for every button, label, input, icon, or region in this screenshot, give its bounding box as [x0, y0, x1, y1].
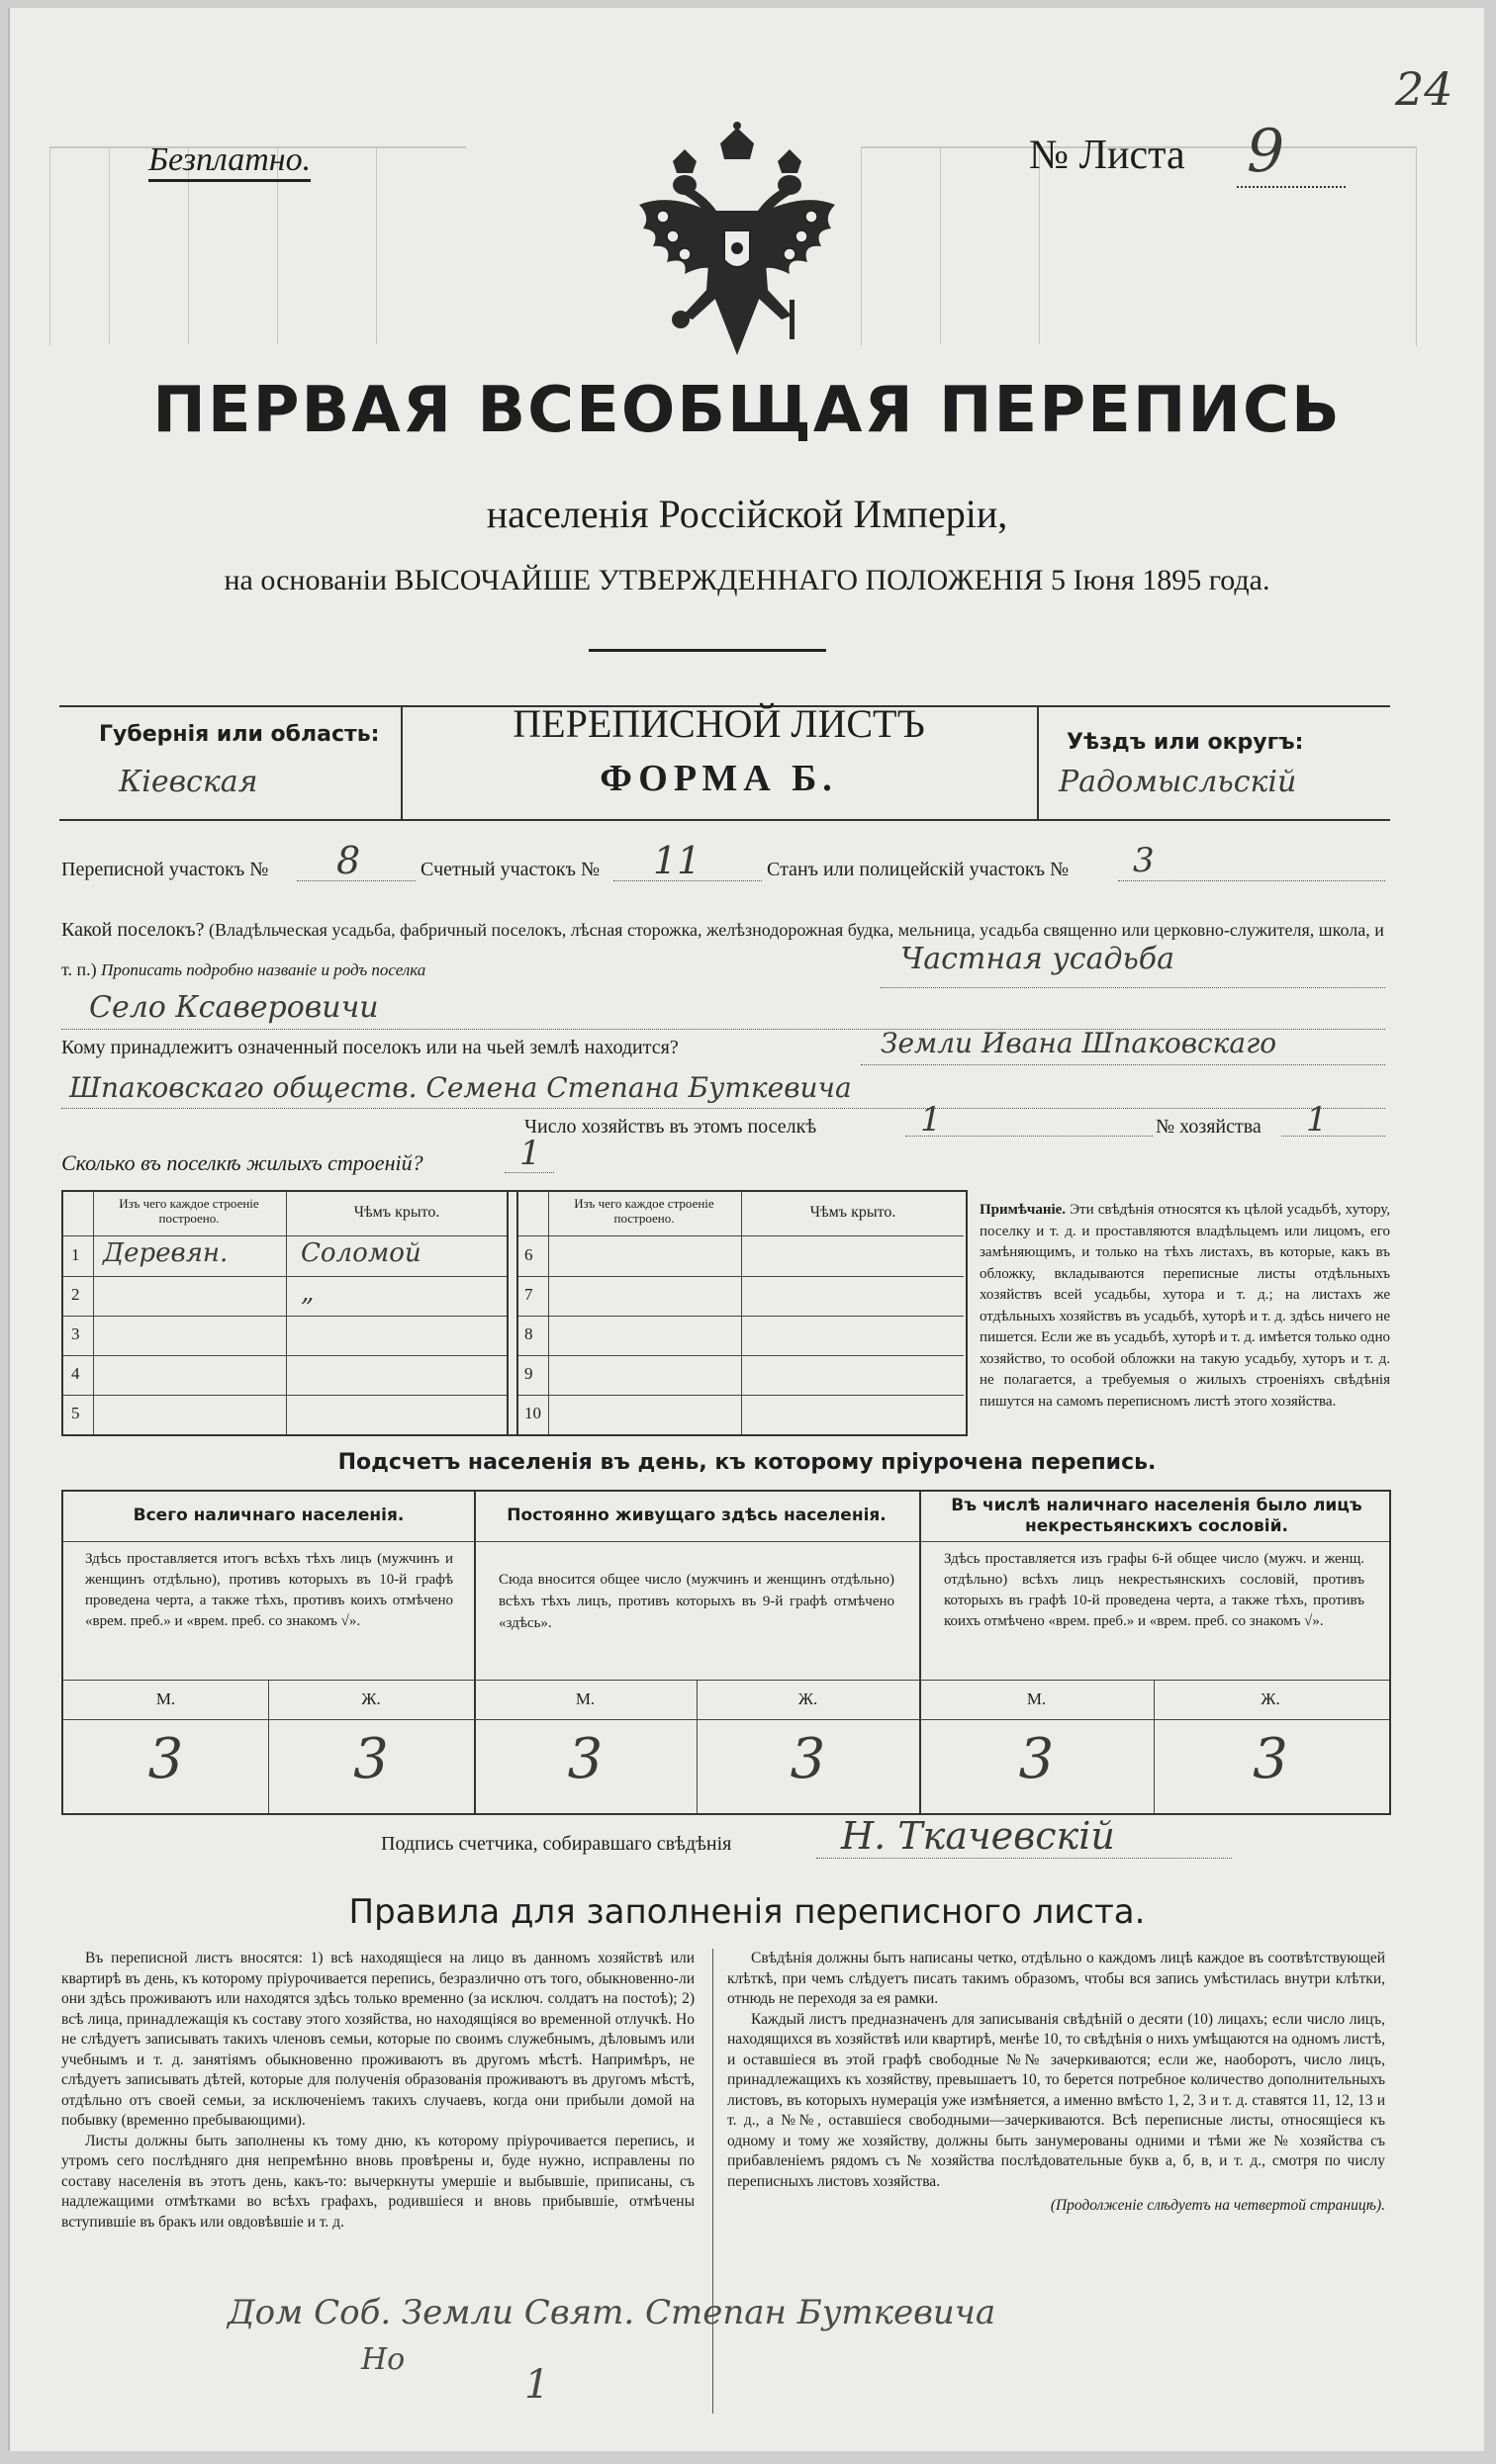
building-row-3: [63, 1316, 507, 1356]
note-block: [980, 1200, 1390, 1413]
note-text: Эти свѣдѣнія относятся къ цѣлой усадьбѣ, хутору, поселку и т. д. и проставляются владѣльцемъ или лицомъ, его замѣняющимъ, и только на тѣхъ листахъ, въ которые, какъ въ обложку, вкладываются переписные листы отдѣльныхъ хозяйствъ всей усадьбы, хутора и т. д.; на листахъ же отдѣльныхъ хозяйствъ въ усадьбѣ, хуторѣ и т. д. здѣсь ничего не пишется. Если же въ усадьбѣ, хуторѣ и т. д. имѣется только одно хозяйство, то особой обложки на такую усадьбу, хуторъ и т. д. не полагается, а требуемыя о жилыхъ строеніяхъ свѣдѣнія пишутся на самомъ переписномъ листѣ этого хозяйства.: [980, 1202, 1390, 1410]
tally-table: [61, 1490, 1391, 1815]
building-row-number: 8: [524, 1324, 533, 1343]
tally-col1-female-header: Ж.: [361, 1689, 381, 1708]
tally-col3-female-value: 3: [1253, 1727, 1288, 1791]
footer-handwriting-1: Дом Соб. Земли Свят. Степан Буткевича: [228, 2293, 996, 2332]
uezd-label: Уѣздъ или округъ:: [1067, 730, 1304, 755]
buildings-table-left: [63, 1192, 507, 1434]
tally-col1-male-value: 3: [147, 1727, 184, 1791]
col-material-header-right: Изъ чего каждое строеніе построено.: [574, 1196, 714, 1226]
building-row-roof: Соломой: [301, 1238, 421, 1268]
building-row-1: [63, 1236, 507, 1277]
households-value: 1: [920, 1100, 942, 1140]
col-roof-header-left: Чѣмъ крыто.: [353, 1204, 440, 1221]
building-row-number: 3: [71, 1324, 80, 1343]
rules-column-divider: [712, 1949, 713, 2414]
tally-col2-text: Сюда вносится общее число (мужчинъ и женщинъ отдѣльно) всѣхъ тѣхъ лицъ, противъ которыхъ въ 9-й графѣ отмѣчено «здѣсь».: [499, 1572, 894, 1631]
settlement-hint2: Прописать подробно названіе и родъ поселка: [101, 960, 426, 979]
tally-title: Подсчетъ населенія въ день, къ которому пріурочена перепись.: [337, 1450, 1157, 1475]
form-band-bottom-line: [59, 819, 1390, 821]
settlement-line-1: [881, 987, 1385, 988]
stan-value: 3: [1133, 841, 1155, 880]
stan-line: [1118, 880, 1385, 881]
rules-left-paragraph-1: Въ переписной листъ вносятся: 1) всѣ находящіеся на лицо въ данномъ хозяйствѣ или квартирѣ въ день, къ которому пріурочивается перепись, безразлично отъ того, обыкновенно-ли они здѣсь проживаютъ или находятся здѣсь только временно (за исключ. солдатъ на постоѣ); 2) всѣ лица, принадлежащія къ составу этого хозяйства, но находящіяся во временной отлучкѣ. Но не слѣдуетъ записывать такихъ членовъ семьи, которые по своимъ служебнымъ, дѣловымъ или учебнымъ и т. д. занятіямъ обыкновенно проживаютъ въ другомъ мѣстѣ. Напримѣръ, не слѣдуетъ записывать дѣтей, которые для полученія образованія проживаютъ въ другомъ мѣстѣ, отдѣльно отъ своей семьи, за исключеніемъ такихъ случаевъ, когда они прибыли домой на побывку (временно пребывающими).: [61, 1950, 695, 2129]
building-row-material: Деревян.: [103, 1238, 229, 1268]
rules-left-paragraph-2: Листы должны быть заполнены къ тому дню, къ которому пріурочивается перепись, и утромъ сего послѣдняго дня непремѣнно вновь провѣрены и, буде нужно, исправлены по составу населенія въ этотъ день, какъ-то: вычеркнуты умершіе и выбывшіе, приписаны, съ надлежащими отмѣтками во всѣхъ графахъ, родившіеся и вновь прибывшіе, отмѣчены вступившіе въ бракъ или овдовѣвшіе и т. д.: [61, 2132, 695, 2231]
signature-line: [816, 1858, 1232, 1859]
building-row-10: [518, 1395, 964, 1434]
count-area-value: 11: [653, 839, 701, 882]
uezd-value: Радомысльскій: [1059, 765, 1297, 799]
buildings-table: [61, 1190, 968, 1436]
owner-label: Кому принадлежитъ означенный поселокъ или на чьей землѣ находится?: [61, 1037, 679, 1058]
building-row-7: [518, 1276, 964, 1317]
building-row-5: [63, 1395, 507, 1434]
title-divider: [589, 649, 826, 652]
stan-label: Станъ или полицейскій участокъ №: [767, 859, 1070, 880]
households-label: Число хозяйствъ въ этомъ поселкѣ: [524, 1116, 817, 1138]
count-area-label: Счетный участокъ №: [421, 859, 601, 880]
building-row-number: 1: [71, 1245, 80, 1264]
rules-left-column: [61, 1949, 695, 2233]
owner-value-1: Земли Ивана Шпаковскаго: [881, 1027, 1277, 1059]
tally-col2-male-header: М.: [575, 1689, 596, 1708]
tally-col1-female-value: 3: [353, 1727, 389, 1791]
building-row-6: [518, 1236, 964, 1277]
tally-col2-female-header: Ж.: [797, 1689, 818, 1708]
settlement-value-1: Частная усадьба: [900, 942, 1175, 976]
tally-col3-title: Въ числѣ наличнаго населенія было лицъ некрестьянскихъ сословій.: [951, 1496, 1362, 1536]
tally-col1-title: Всего наличнаго населенія.: [133, 1506, 405, 1525]
settlement-hint: (Владѣльческая усадьба, фабричный поселокъ, лѣсная сторожка, желѣзнодорожная будка, мельница, усадьба священно или церковно-служителя, школа, и т. п.): [61, 920, 1384, 979]
gubernia-label: Губернія или область:: [99, 722, 380, 747]
building-row-number: 9: [524, 1364, 533, 1383]
sheet-number-value: 9: [1247, 117, 1285, 186]
footer-handwriting-2: Но: [361, 2342, 406, 2377]
tally-col2-title: Постоянно живущаго здѣсь населенія.: [507, 1506, 887, 1525]
building-row-4: [63, 1355, 507, 1396]
rules-title: Правила для заполненія переписного листа.: [348, 1892, 1146, 1932]
settlement-value-2: Село Ксаверовичи: [89, 990, 379, 1025]
buildings-value: 1: [519, 1134, 541, 1173]
rules-continuation: (Продолженіе слѣдуетъ на четвертой страницѣ).: [1050, 2197, 1385, 2214]
household-no-line: [1281, 1136, 1385, 1137]
building-row-number: 5: [71, 1404, 80, 1422]
form-band-divider-right: [1037, 705, 1039, 819]
coat-of-arms-emblem: [633, 122, 841, 364]
building-row-roof: „: [301, 1278, 315, 1308]
note-label: Примѣчаніе.: [980, 1202, 1067, 1218]
settlement-block: [61, 910, 1397, 990]
building-row-number: 4: [71, 1364, 80, 1383]
census-title: ПЕРВАЯ ВСЕОБЩАЯ ПЕРЕПИСЬ: [152, 374, 1342, 447]
owner-line-1: [861, 1064, 1385, 1065]
col-roof-header-right: Чѣмъ крыто.: [809, 1204, 896, 1221]
rules-right-paragraph-2: Каждый листъ предназначенъ для записыванія свѣдѣній о десяти (10) лицахъ; если число лицъ, находящихся въ хозяйствѣ или квартирѣ, менѣе 10, то свѣдѣнія о нихъ умѣщаются на одномъ листѣ, и оставшіеся въ этой графѣ свободные №№ зачеркиваются; если же, наоборотъ, число лицъ, принадлежащихъ къ хозяйству, превышаетъ 10, то берется потребное количество дополнительныхъ листовъ, въ которыхъ нумерація уже измѣняется, а именно вмѣсто 1, 2, 3 и т. д. ставятся 11, 12, 13 и т. д., а №№, оставшіеся свободными—зачеркиваются. Всѣ переписные листы, относящіеся къ одному и тому же хозяйству, должны быть занумерованы одними и тѣми же № хозяйства съ прибавленіемъ рядомъ съ № хозяйства послѣдовательные букв а, б, в, и т. д., смотря по числу переписныхъ листовъ хозяйства.: [727, 2010, 1385, 2190]
buildings-label: Сколько въ поселкѣ жилыхъ строеній?: [61, 1150, 423, 1175]
settlement-label: Какой поселокъ?: [61, 919, 205, 941]
household-no-value: 1: [1306, 1100, 1328, 1140]
tally-col3-male-header: М.: [1026, 1689, 1047, 1708]
households-line: [905, 1136, 1153, 1137]
rules-right-paragraph-1: Свѣдѣнія должны быть написаны четко, отдѣльно о каждомъ лицѣ каждое въ соотвѣтствующей клѣткѣ, при чемъ слѣдуетъ писать такимъ образомъ, чтобы вся запись умѣстилась внутри клѣтки, отнюдь не переходя за ея рамки.: [727, 1950, 1385, 2007]
building-row-number: 6: [524, 1245, 533, 1264]
building-row-number: 10: [524, 1404, 541, 1422]
sheet-number-line: [1237, 186, 1346, 188]
building-row-number: 2: [71, 1285, 80, 1304]
building-row-number: 7: [524, 1285, 533, 1304]
census-basis: на основаніи ВЫСОЧАЙШЕ УТВЕРЖДЕННАГО ПОЛОЖЕНІЯ 5 Іюня 1895 года.: [224, 564, 1270, 596]
tally-col3-female-header: Ж.: [1261, 1689, 1280, 1708]
col-material-header-left: Изъ чего каждое строеніе построено.: [119, 1196, 259, 1226]
building-row-2: [63, 1276, 507, 1317]
signature-label: Подпись счетчика, собиравшаго свѣдѣнія: [381, 1833, 732, 1855]
tally-col1-text: Здѣсь проставляется итогъ всѣхъ тѣхъ лицъ (мужчинъ и женщинъ отдѣльно), противъ которыхъ въ 10-й графѣ проведена черта, а также тѣхъ, противъ коихъ отмѣчено «врем. преб.» и «врем. преб. со знакомъ √».: [85, 1551, 453, 1629]
tally-col3-text: Здѣсь проставляется изъ графы 6-й общее число (мужч. и женщ. отдѣльно) всѣхъ лицъ некрестьянскихъ сословій, противъ которыхъ въ графѣ 10-й проведена черта, а также тѣхъ, противъ коихъ отмѣчено «врем. преб.» и «врем. преб. со знакомъ √».: [944, 1551, 1364, 1629]
sheet-number-label: № Листа: [1029, 133, 1185, 178]
building-row-9: [518, 1355, 964, 1396]
tally-col1-male-header: М.: [155, 1689, 176, 1708]
household-no-label: № хозяйства: [1156, 1116, 1262, 1138]
tally-col2-male-value: 3: [567, 1727, 604, 1791]
corner-page-number: 24: [1395, 62, 1453, 116]
tally-col2-female-value: 3: [790, 1727, 826, 1791]
rules-right-column: [727, 1949, 1385, 2217]
footer-handwriting-3: 1: [524, 2362, 550, 2408]
form-type: ФОРМА Б.: [600, 758, 838, 799]
gubernia-value: Кіевская: [119, 765, 258, 799]
district-label: Переписной участокъ №: [61, 859, 269, 880]
census-subtitle: населенія Россійской Имперіи,: [486, 492, 1008, 536]
owner-line-2: [61, 1108, 1385, 1109]
form-name: ПЕРЕПИСНОЙ ЛИСТЪ: [513, 701, 925, 746]
buildings-table-right: [518, 1192, 964, 1434]
census-form-page: [8, 8, 1484, 2451]
tally-col3-male-value: 3: [1018, 1727, 1055, 1791]
owner-value-2: Шпаковскаго обществ. Семена Степана Буткевича: [69, 1071, 852, 1104]
signature-value: Н. Ткачевскій: [841, 1814, 1115, 1858]
district-value: 8: [336, 839, 361, 882]
building-row-8: [518, 1316, 964, 1356]
free-label: Безплатно.: [148, 141, 311, 182]
